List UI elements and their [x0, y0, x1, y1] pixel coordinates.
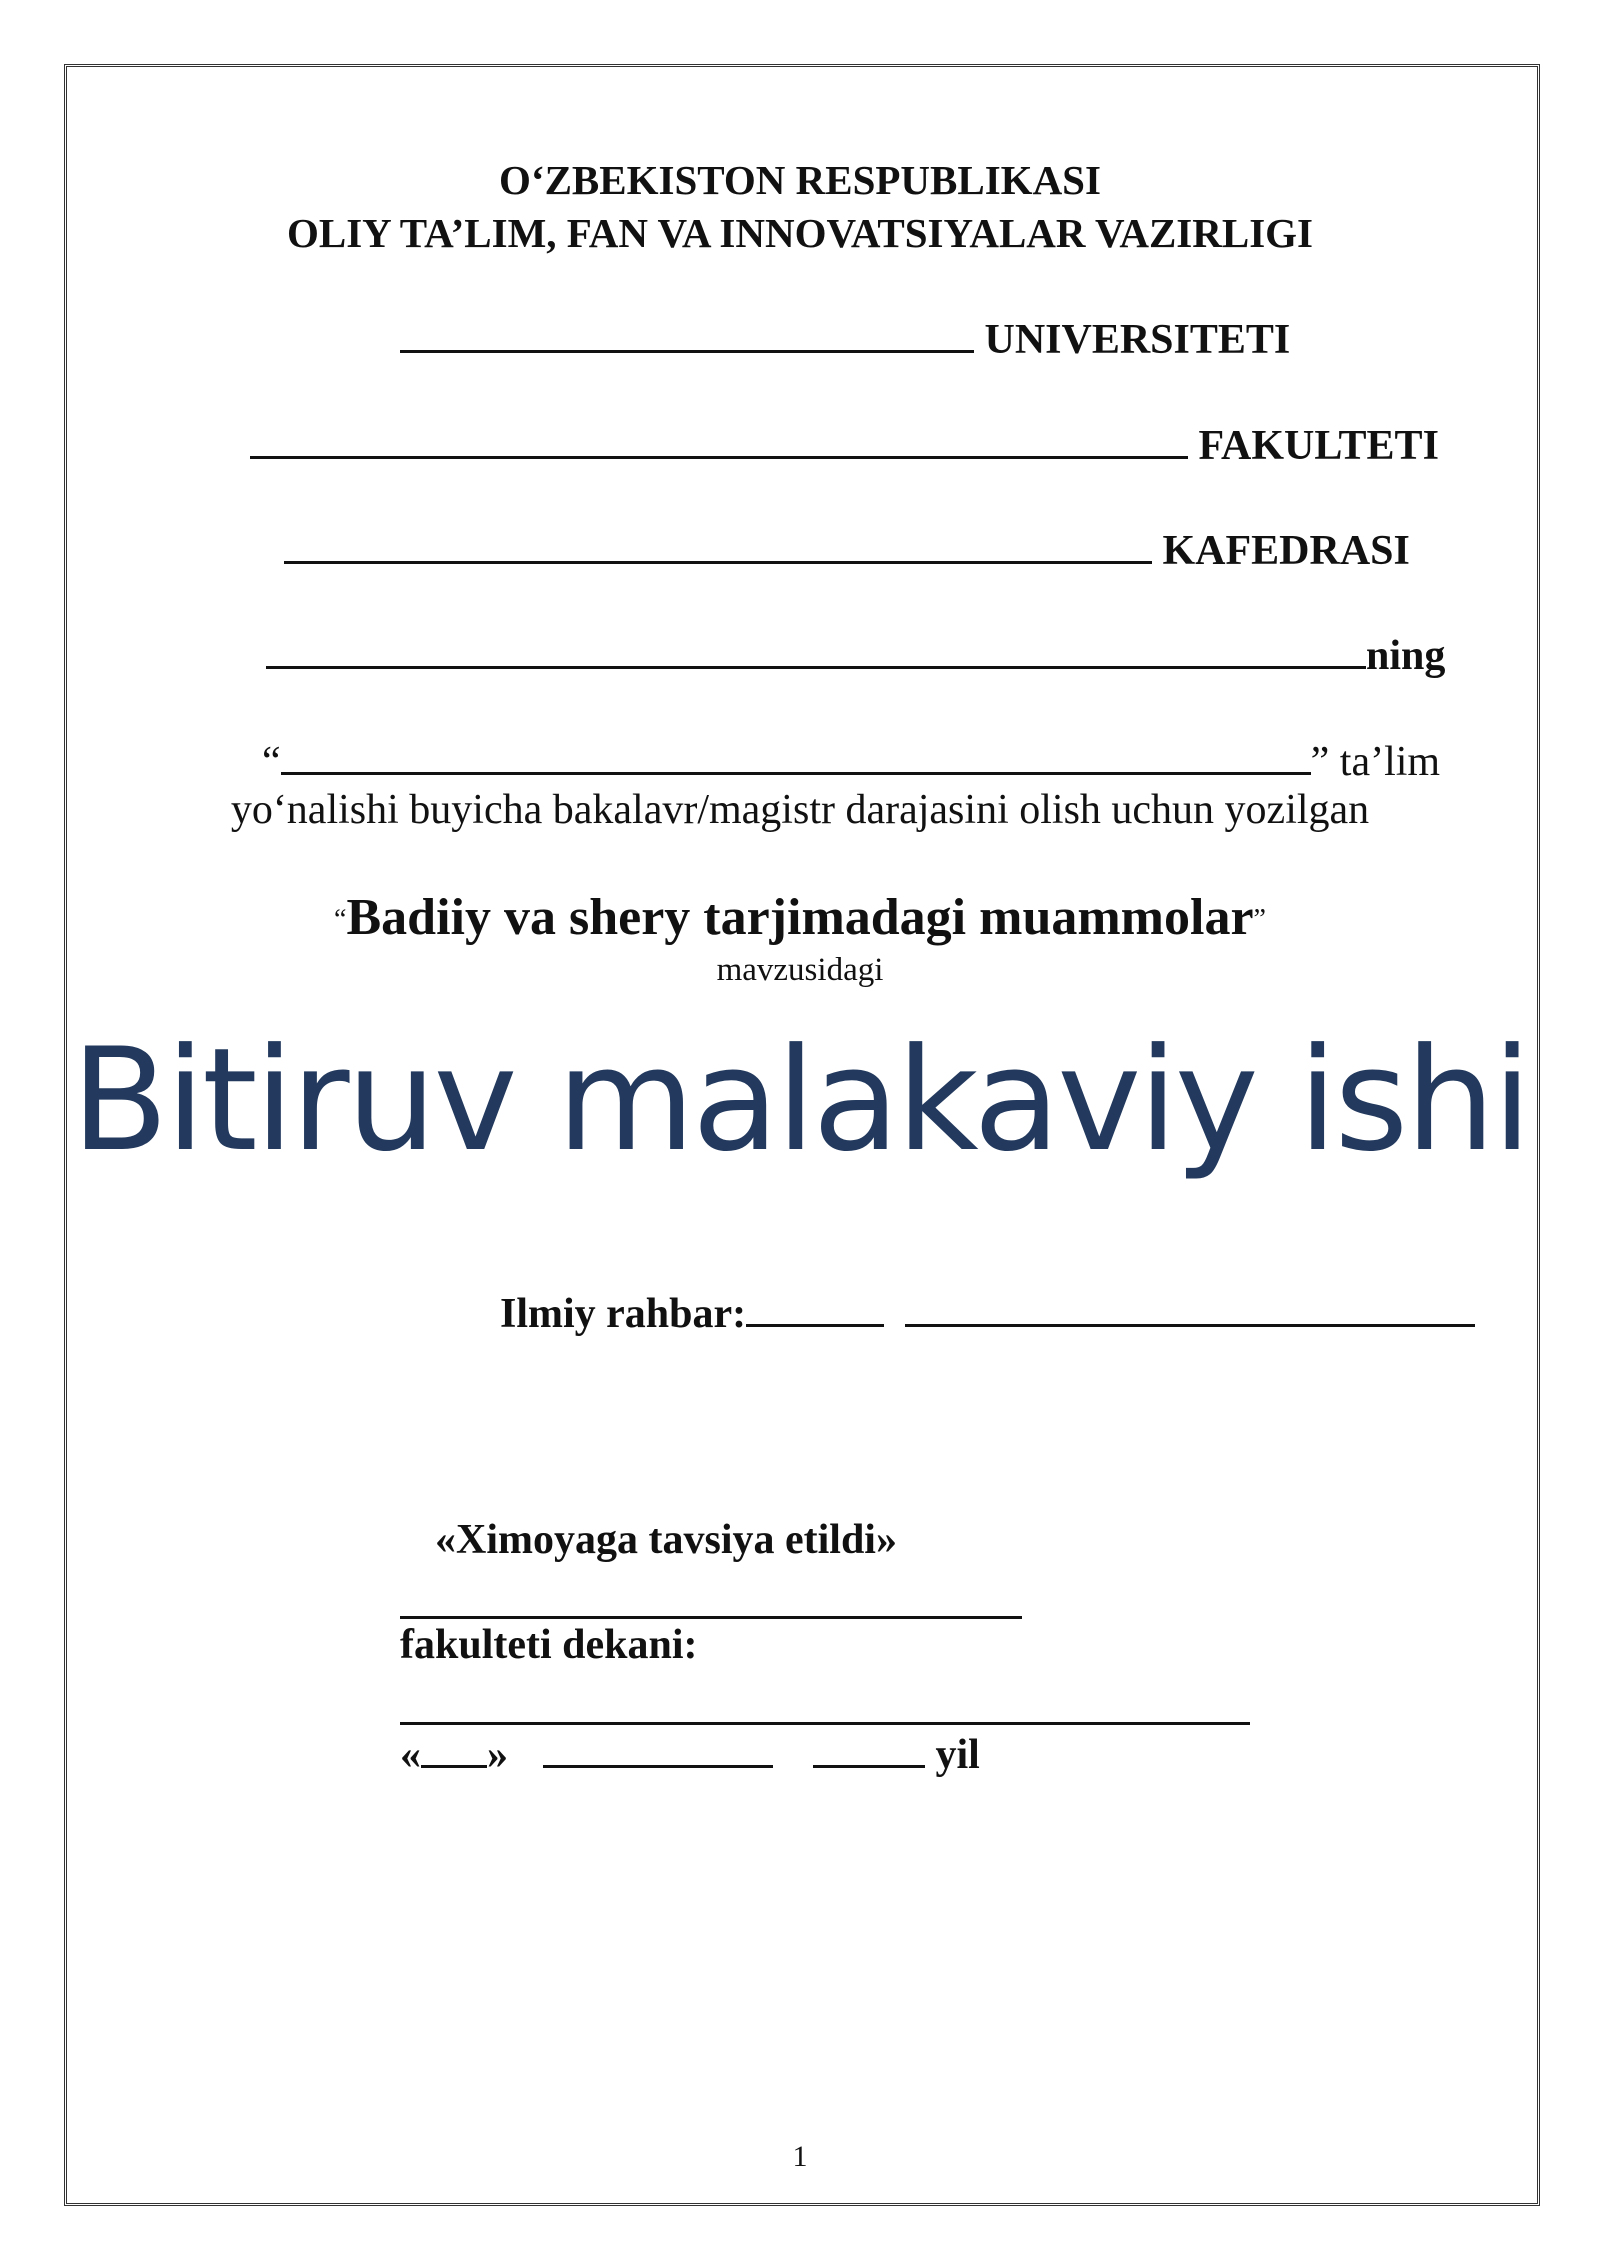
topic-open-quote: “: [334, 904, 347, 935]
date-open-quote: «: [400, 1732, 421, 1778]
month-blank: [543, 1727, 773, 1768]
direction-close: ” ta’lim: [1310, 739, 1441, 785]
dean-signature-row: [400, 1684, 1250, 1730]
direction-line-1: [262, 734, 1440, 786]
supervisor-name-blank: [905, 1286, 1475, 1327]
department-blank: [284, 523, 1152, 564]
topic-title: Badiiy va shery tarjimadagi muammolar: [346, 889, 1254, 946]
faculty-label: FAKULTETI: [1198, 423, 1439, 469]
approval-title: «Ximoyaga tavsiya etildi»: [435, 1517, 897, 1563]
year-blank: [813, 1727, 925, 1768]
department-row: [284, 523, 1410, 575]
day-blank: [421, 1727, 487, 1768]
supervisor-row: [500, 1286, 1475, 1338]
year-label: yil: [935, 1732, 980, 1778]
date-close-quote: »: [487, 1732, 508, 1778]
student-suffix: ning: [1366, 633, 1446, 679]
topic-close-quote: ”: [1253, 904, 1266, 935]
topic-subtitle: mavzusidagi: [716, 952, 884, 988]
direction-line-2: yo‘nalishi buyicha bakalavr/magistr darajasini olish uchun yozilgan: [230, 787, 1370, 833]
topic-title-line: [0, 888, 1600, 947]
faculty-blank: [250, 418, 1188, 459]
dean-label: fakulteti dekani:: [400, 1622, 698, 1668]
approval-faculty-blank: [400, 1578, 1022, 1619]
department-label: KAFEDRASI: [1162, 528, 1410, 574]
faculty-row: [250, 418, 1439, 470]
university-blank: [400, 312, 974, 353]
approval-faculty-row: [400, 1578, 1022, 1624]
work-type-title: Bitiruv malakaviy ishi: [71, 1018, 1529, 1183]
university-row: [400, 312, 1290, 364]
student-name-blank: [266, 628, 1366, 669]
country-heading: O‘ZBEKISTON RESPUBLIKASI: [499, 157, 1101, 203]
university-label: UNIVERSITETI: [984, 317, 1291, 363]
supervisor-label: Ilmiy rahbar:: [500, 1291, 747, 1337]
supervisor-degree-blank: [746, 1286, 884, 1327]
dean-signature-blank: [400, 1684, 1250, 1725]
student-row: [266, 628, 1445, 680]
direction-open-quote: “: [262, 739, 281, 785]
page-number: 1: [792, 2140, 808, 2173]
direction-blank: [281, 734, 1311, 775]
ministry-heading: OLIY TA’LIM, FAN VA INNOVATSIYALAR VAZIRLIGI: [286, 210, 1314, 256]
date-row: [400, 1727, 980, 1779]
